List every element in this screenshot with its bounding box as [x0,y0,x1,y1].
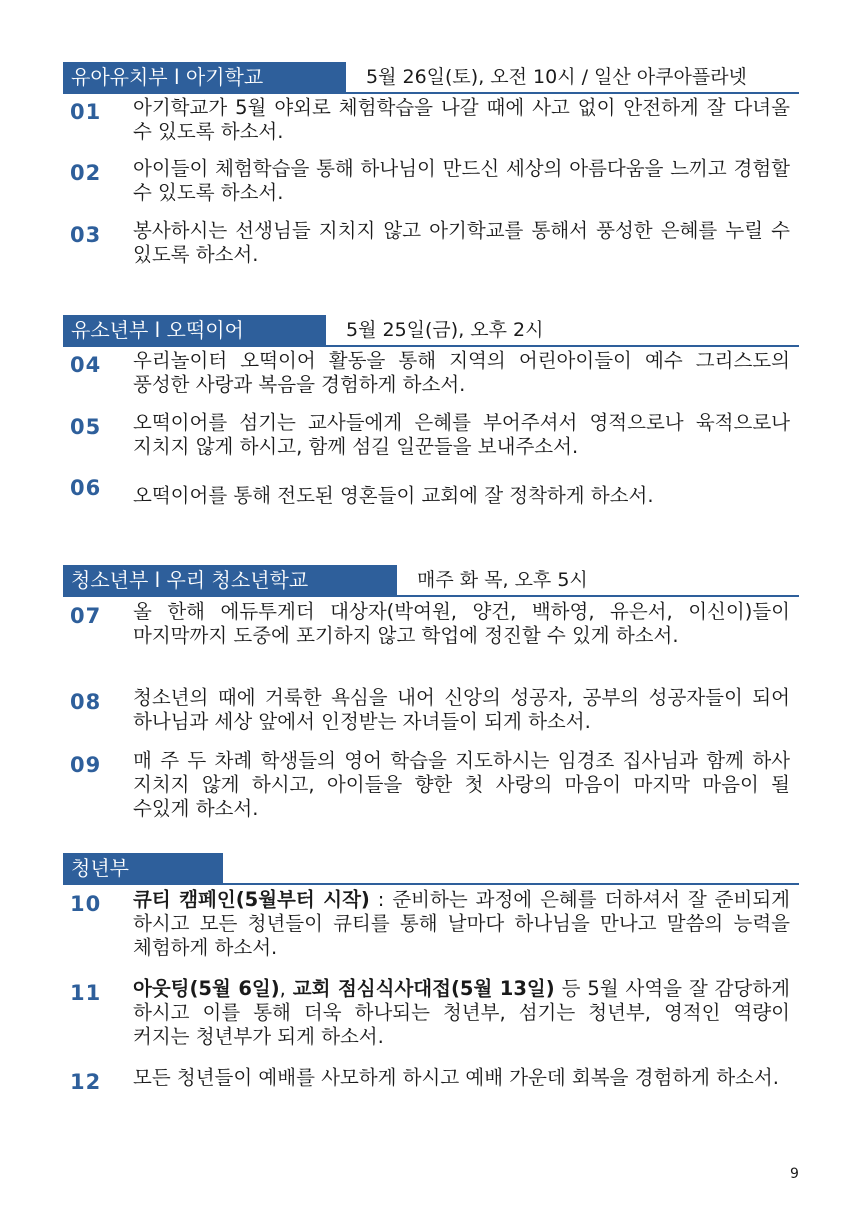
page-number: 9 [790,1166,799,1182]
item-text: 아기학교가 5월 야외로 체험학습을 나갈 때에 사고 없이 안전하게 잘 다녀올 수 있도록 하소서. [133,96,790,143]
section-schedule: 5월 25일(금), 오후 2시 [346,319,544,341]
item-number: 05 [70,415,102,439]
item-text [133,888,790,960]
item-text: 청소년의 때에 거룩한 욕심을 내어 신앙의 성공자, 공부의 성공자들이 되어 하나님과 세상 앞에서 인정받는 자녀들이 되게 하소서. [133,686,790,733]
section-title: 유아유치부 l 아기학교 [63,62,346,92]
section-header-youth [63,565,799,597]
item-number: 07 [70,604,102,628]
prayer-item [70,749,790,821]
section-header-kindergarten [63,62,799,94]
section-title: 청소년부 l 우리 청소년학교 [63,565,397,595]
item-text: 오떡이어를 섬기는 교사들에게 은혜를 부어주셔서 영적으로나 육적으로나 지치지 않게 하시고, 함께 섬길 일꾼들을 보내주소서. [133,411,790,458]
item-number: 04 [70,353,102,377]
item-body: : 준비하는 과정에 은혜를 더하셔서 잘 준비되게 하시고 모든 청년들이 큐티를 통해 날마다 하나님을 만나고 말씀의 능력을 체험하게 하소서. [133,888,790,959]
prayer-item [70,888,790,960]
section-schedule: 매주 화 목, 오후 5시 [417,569,588,591]
item-number: 10 [70,892,102,916]
item-highlight: 아웃팅(5월 6일) [133,977,280,1000]
item-highlight: 교회 점심식사대접(5월 13일) [292,977,555,1000]
item-number: 09 [70,753,102,777]
section-title: 청년부 [63,853,223,883]
item-text: 우리놀이터 오떡이어 활동을 통해 지역의 어린아이들이 예수 그리스도의 풍성한 사랑과 복음을 경험하게 하소서. [133,349,790,396]
prayer-item [70,157,790,205]
item-number: 03 [70,223,102,247]
item-number: 02 [70,161,102,185]
item-text: 오떡이어를 통해 전도된 영혼들이 교회에 잘 정착하게 하소서. [133,484,654,507]
item-text: 올 한해 에듀투게더 대상자(박여원, 양건, 백하영, 유은서, 이신이)들이 마지막까지 도중에 포기하지 않고 학업에 정진할 수 있게 하소서. [133,600,790,647]
item-highlight: 큐티 캠페인(5월부터 시작) [133,888,370,911]
section-header-young-adults [63,853,799,885]
section-title: 유소년부 l 오떡이어 [63,315,326,345]
item-text: 매 주 두 차례 학생들의 영어 학습을 지도하시는 임경조 집사님과 함께 하사 지치지 않게 하시고, 아이들을 향한 첫 사랑의 마음이 마지막 마음이 될 수있게 하소서. [133,749,790,820]
item-number: 08 [70,690,102,714]
item-text: 아이들이 체험학습을 통해 하나님이 만드신 세상의 아름다움을 느끼고 경험할 수 있도록 하소서. [133,157,790,204]
prayer-item [70,219,790,267]
item-number: 06 [70,476,102,500]
item-number: 12 [70,1070,102,1094]
prayer-item [70,1066,790,1094]
item-text: 봉사하시는 선생님들 지치지 않고 아기학교를 통해서 풍성한 은혜를 누릴 수 있도록 하소서. [133,219,790,266]
section-header-children [63,315,799,347]
prayer-item [70,349,790,397]
item-number: 11 [70,981,102,1005]
item-text [133,977,790,1049]
item-text: 모든 청년들이 예배를 사모하게 하시고 예배 가운데 회복을 경험하게 하소서. [133,1066,779,1089]
item-separator: , [279,977,293,1000]
prayer-item [70,96,790,144]
item-body: 등 5월 사역을 잘 감당하게 하시고 이를 통해 더욱 하나되는 청년부, 섬기는 청년부, 영적인 역량이 커지는 청년부가 되게 하소서. [133,977,790,1048]
prayer-item [70,600,790,648]
item-number: 01 [70,100,102,124]
prayer-item [70,411,790,459]
section-schedule: 5월 26일(토), 오전 10시 / 일산 아쿠아플라넷 [366,66,747,88]
prayer-item [70,977,790,1049]
prayer-item [70,686,790,734]
prayer-item [70,476,790,508]
